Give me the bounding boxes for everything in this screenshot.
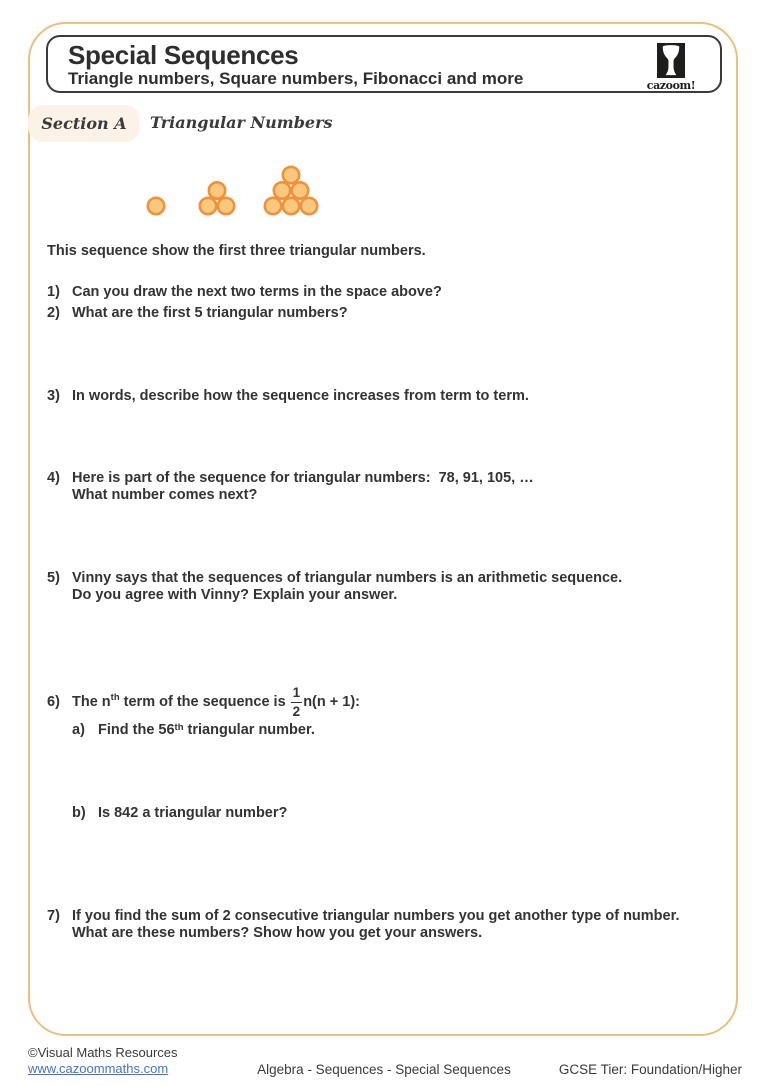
dot-term-2 — [209, 182, 225, 198]
question-text: What are the first 5 triangular numbers? — [72, 305, 348, 321]
cazoom-logo-text: cazoom! — [646, 79, 696, 92]
fraction-numerator: 1 — [292, 685, 301, 700]
question-6 — [47, 686, 360, 718]
question-number: 2) — [47, 305, 60, 321]
question-text: In words, describe how the sequence increases from term to term. — [72, 388, 529, 404]
intro-text: This sequence show the first three triangular numbers. — [47, 243, 426, 259]
q6a-text: triangular number. — [183, 722, 315, 738]
page-subtitle: Triangle numbers, Square numbers, Fibonacci and more — [68, 69, 524, 88]
part-label: a) — [72, 722, 85, 738]
dot-term-3 — [274, 182, 290, 198]
dot-term-3 — [283, 167, 299, 183]
question-text: Is 842 a triangular number? — [98, 805, 288, 821]
question-1 — [47, 284, 442, 301]
question-text: The n th term of the sequence is $\frac{1}{2}$ n(n + 1): — [72, 685, 360, 719]
56th-superscript: th — [174, 721, 184, 733]
section-label-pill — [28, 105, 140, 142]
question-text: Do you agree with Vinny? Explain your answer. — [72, 587, 398, 603]
question-6b — [72, 805, 287, 822]
question-text: Can you draw the next two terms in the space above? — [72, 284, 442, 300]
section-heading: Triangular Numbers — [150, 113, 333, 132]
question-3 — [47, 388, 529, 405]
question-6a — [72, 722, 315, 739]
footer-topic-breadcrumb: Algebra - Sequences - Special Sequences — [257, 1062, 511, 1077]
cazoom-drum-icon — [657, 43, 685, 78]
copyright-text: ©Visual Maths Resources — [28, 1045, 178, 1060]
q6-text: term of the sequence is — [119, 693, 290, 710]
part-label: b) — [72, 805, 86, 821]
question-number: 5) — [47, 570, 60, 586]
triangular-dots-diagram — [120, 160, 360, 225]
question-number: 7) — [47, 908, 60, 924]
question-text — [98, 722, 315, 739]
dot-term-2 — [218, 198, 234, 214]
question-7 — [47, 908, 679, 942]
question-number: 4) — [47, 470, 60, 486]
dot-term-3 — [265, 198, 281, 214]
question-4 — [47, 470, 534, 504]
dot-term-2 — [200, 198, 216, 214]
question-text: What are these numbers? Show how you get your answers. — [72, 925, 483, 941]
cazoommaths-link[interactable]: www.cazoommaths.com — [28, 1061, 169, 1076]
section-label: Section A — [41, 114, 127, 133]
question-text: What number comes next? — [72, 487, 258, 503]
dot-term-3 — [292, 182, 308, 198]
page-title: Special Sequences — [68, 40, 299, 70]
dot-term-3 — [283, 198, 299, 214]
question-number: 6) — [47, 693, 60, 710]
question-2 — [47, 305, 348, 322]
footer-gcse-tier: GCSE Tier: Foundation/Higher — [558, 1062, 742, 1077]
header — [46, 35, 722, 93]
question-text: If you find the sum of 2 consecutive triangular numbers you get another type of number. — [72, 908, 680, 924]
q6-text: The n — [72, 693, 111, 710]
q6-formula-text: n(n + 1): — [303, 693, 360, 710]
dot-term-3 — [301, 198, 317, 214]
question-text: Vinny says that the sequences of triangular numbers is an arithmetic sequence. — [72, 570, 623, 586]
cazoom-logo — [640, 43, 702, 92]
q6a-text: Find the 56 — [98, 722, 175, 738]
fraction-half — [291, 686, 303, 718]
question-text: Here is part of the sequence for triangular numbers: 78, 91, 105, … — [72, 470, 534, 486]
question-number: 1) — [47, 284, 60, 300]
dot-term-1 — [148, 198, 164, 214]
question-number: 3) — [47, 388, 60, 404]
question-5 — [47, 570, 622, 604]
fraction-denominator: 2 — [292, 703, 301, 719]
